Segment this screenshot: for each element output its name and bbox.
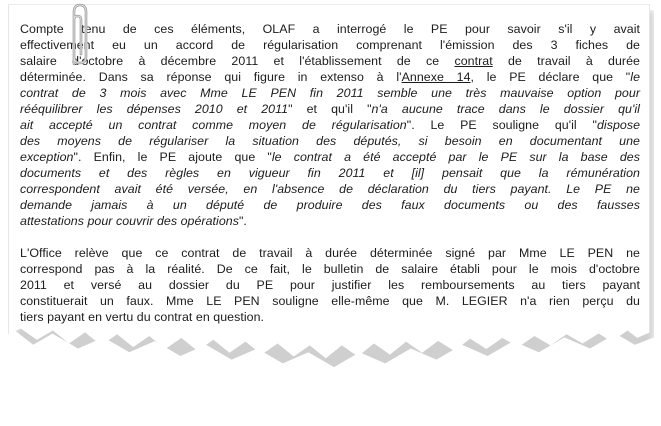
text-line: rééquilibrer les dépenses 2010 et 2011" et qu'il "n'a aucune trace dans le dossier qu'il bbox=[20, 102, 640, 116]
text-line: salaire d'octobre à décembre 2011 et l'établissement de ce contrat de travail à durée bbox=[20, 54, 640, 68]
paragraph-office-finding bbox=[20, 245, 640, 325]
annex-reference: Annexe 14 bbox=[401, 70, 471, 84]
text-line: tiers payant en vertu du contrat en question. bbox=[20, 310, 265, 324]
text-line: attestations pour couvrir des opérations". bbox=[20, 214, 247, 228]
text-line: déterminée. Dans sa réponse qui figure in extenso à l'Annexe 14, le PE déclare que "le bbox=[20, 70, 641, 84]
text-line: Compte tenu de ces éléments, OLAF a interrogé le PE pour savoir s'il y avait bbox=[20, 22, 640, 36]
document-text bbox=[20, 21, 640, 325]
paperclip-icon bbox=[62, 2, 96, 74]
text-line: demande jamais à un député de produire des faux documents ou des fausses bbox=[20, 198, 640, 212]
text-line: des moyens de régulariser la situation des députés, si besoin en documentant une bbox=[20, 134, 640, 148]
underlined-contrat: contrat bbox=[454, 54, 493, 68]
text-line: correspondent avait été versée, en l'absence de déclaration du tiers payant. Le PE ne bbox=[20, 182, 640, 196]
text-line: documents et des règles en vigueur fin 2011 et [il] pensait que la rémunération bbox=[20, 166, 640, 180]
paragraph-olaf-inquiry bbox=[20, 21, 640, 229]
text-line: constituerait un faux. Mme LE PEN souligne elle-même que M. LEGIER n'a rien perçu du bbox=[20, 294, 640, 308]
text-line: ait accepté un contrat comme moyen de régularisation". Le PE souligne qu'il "dispose bbox=[20, 118, 641, 132]
text-line: 2011 et versé au dossier du PE pour justifier les remboursements au tiers payant bbox=[20, 278, 640, 292]
text-line: L'Office relève que ce contrat de travail à durée déterminée signé par Mme LE PEN ne bbox=[20, 246, 640, 260]
text-line: correspond pas à la réalité. De ce fait, le bulletin de salaire établi pour le mois d'octobre bbox=[20, 262, 640, 276]
text-line: exception". Enfin, le PE ajoute que "le contrat a été accepté par le PE sur la base des bbox=[20, 150, 640, 164]
text-line: effectivement eu un accord de régularisation comprenant l'émission des 3 fiches de bbox=[20, 38, 640, 52]
text-line: contrat de 3 mois avec Mme LE PEN fin 2011 semble une très mauvaise option pour bbox=[20, 86, 640, 100]
